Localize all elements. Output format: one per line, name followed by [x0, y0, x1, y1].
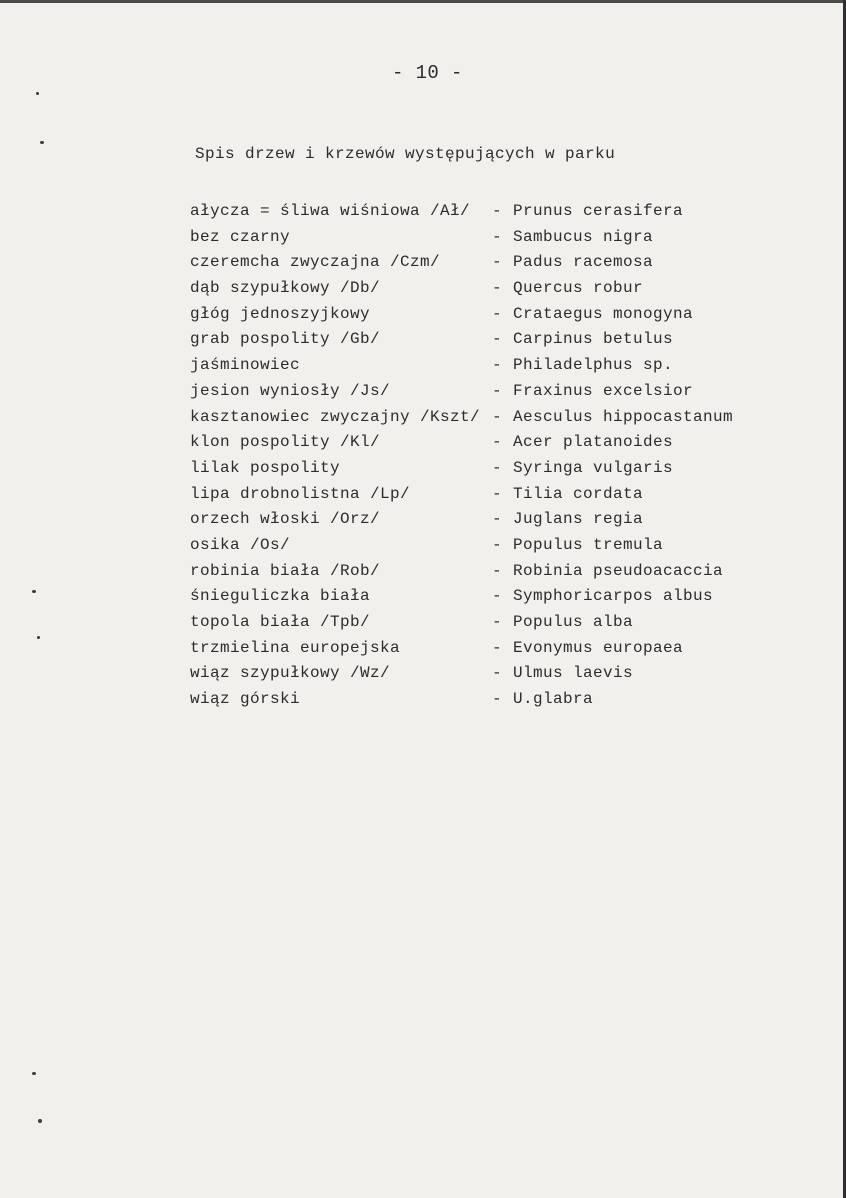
- list-item: [0, 639, 846, 665]
- latin-name: Acer platanoides: [513, 433, 674, 452]
- list-item: [0, 305, 846, 331]
- latin-name: Fraxinus excelsior: [513, 381, 694, 400]
- list-item: [0, 664, 846, 690]
- list-item: [0, 690, 846, 716]
- margin-mark: [40, 141, 44, 144]
- polish-name: trzmielina europejska: [190, 638, 401, 657]
- separator-dash: -: [492, 433, 503, 452]
- page-number: - 10 -: [392, 62, 463, 84]
- separator-dash: -: [492, 356, 503, 375]
- polish-name: głóg jednoszyjkowy: [190, 304, 371, 323]
- separator-dash: -: [492, 664, 503, 683]
- latin-name: Evonymus europaea: [513, 638, 684, 657]
- polish-name: robinia biała /Rob/: [190, 561, 381, 580]
- list-item: [0, 485, 846, 511]
- separator-dash: -: [492, 510, 503, 529]
- polish-name: czeremcha zwyczajna /Czm/: [190, 253, 441, 272]
- polish-name: orzech włoski /Orz/: [190, 510, 381, 529]
- list-item: [0, 356, 846, 382]
- polish-name: lilak pospolity: [190, 458, 341, 477]
- latin-name: Prunus cerasifera: [513, 202, 684, 220]
- separator-dash: -: [492, 407, 503, 426]
- latin-name: U.glabra: [513, 690, 594, 709]
- separator-dash: -: [492, 535, 503, 554]
- polish-name: jaśminowiec: [190, 356, 301, 375]
- margin-mark: [38, 1119, 42, 1123]
- list-item: [0, 253, 846, 279]
- separator-dash: -: [492, 304, 503, 323]
- polish-name: osika /Os/: [190, 535, 291, 554]
- latin-name: Philadelphus sp.: [513, 356, 674, 375]
- polish-name: grab pospolity /Gb/: [190, 330, 381, 349]
- list-item: [0, 330, 846, 356]
- list-item: [0, 279, 846, 305]
- separator-dash: -: [492, 638, 503, 657]
- list-item: [0, 228, 846, 254]
- polish-name: topola biała /Tpb/: [190, 613, 371, 631]
- polish-name: klon pospolity /Kl/: [190, 433, 381, 452]
- list-item: [0, 562, 846, 588]
- list-item: [0, 510, 846, 536]
- polish-name: jesion wyniosły /Js/: [190, 381, 391, 400]
- latin-name: Sambucus nigra: [513, 227, 654, 246]
- polish-name: bez czarny: [190, 227, 291, 246]
- separator-dash: -: [492, 279, 503, 298]
- list-item: [0, 382, 846, 408]
- latin-name: Crataegus monogyna: [513, 304, 694, 323]
- polish-name: dąb szypułkowy /Db/: [190, 279, 381, 298]
- separator-dash: -: [492, 587, 503, 606]
- separator-dash: -: [492, 381, 503, 400]
- list-item: [0, 408, 846, 434]
- separator-dash: -: [492, 484, 503, 503]
- latin-name: Carpinus betulus: [513, 330, 674, 349]
- margin-mark: [36, 92, 39, 95]
- scan-top-edge: [0, 0, 846, 3]
- separator-dash: -: [492, 253, 503, 272]
- list-item: [0, 459, 846, 485]
- latin-name: Aesculus hippocastanum: [513, 407, 734, 426]
- polish-name: lipa drobnolistna /Lp/: [190, 484, 411, 503]
- separator-dash: -: [492, 458, 503, 477]
- species-list: [0, 202, 846, 716]
- margin-mark: [32, 1072, 36, 1075]
- latin-name: Ulmus laevis: [513, 664, 634, 683]
- polish-name: ałycza = śliwa wiśniowa /Ał/: [190, 202, 471, 220]
- page-title: Spis drzew i krzewów występujących w parku: [195, 145, 616, 163]
- separator-dash: -: [492, 690, 503, 709]
- latin-name: Populus tremula: [513, 535, 664, 554]
- polish-name: kasztanowiec zwyczajny /Kszt/: [190, 407, 481, 426]
- latin-name: Quercus robur: [513, 279, 644, 298]
- latin-name: Tilia cordata: [513, 484, 644, 503]
- list-item: [0, 587, 846, 613]
- latin-name: Populus alba: [513, 613, 634, 631]
- polish-name: wiąz górski: [190, 690, 301, 709]
- list-item: [0, 433, 846, 459]
- separator-dash: -: [492, 202, 503, 220]
- latin-name: Robinia pseudoacaccia: [513, 561, 724, 580]
- latin-name: Juglans regia: [513, 510, 644, 529]
- list-item: [0, 536, 846, 562]
- separator-dash: -: [492, 561, 503, 580]
- list-item: [0, 202, 846, 228]
- separator-dash: -: [492, 613, 503, 631]
- latin-name: Padus racemosa: [513, 253, 654, 272]
- polish-name: śnieguliczka biała: [190, 587, 371, 606]
- latin-name: Syringa vulgaris: [513, 458, 674, 477]
- separator-dash: -: [492, 330, 503, 349]
- separator-dash: -: [492, 227, 503, 246]
- polish-name: wiąz szypułkowy /Wz/: [190, 664, 391, 683]
- latin-name: Symphoricarpos albus: [513, 587, 714, 606]
- list-item: [0, 613, 846, 639]
